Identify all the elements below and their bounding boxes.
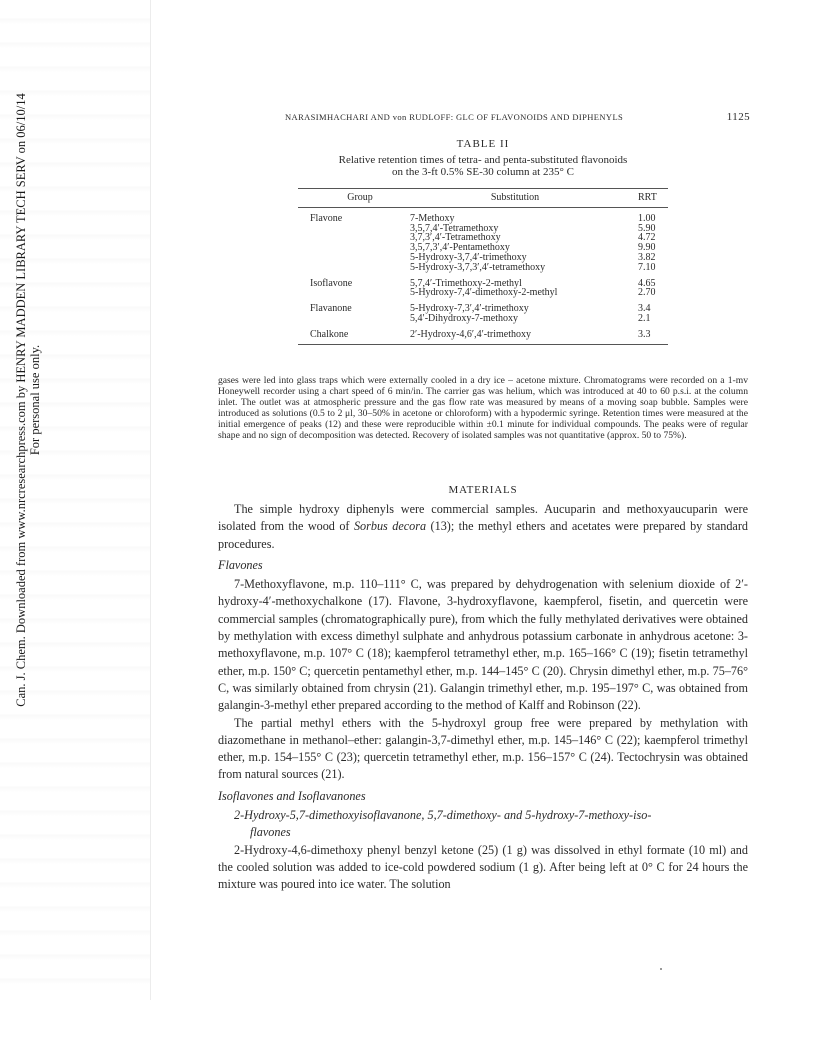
isoflavones-paragraph-1: 2-Hydroxy-4,6-dimethoxy phenyl benzyl ketone (25) (1 g) was dissolved in ethyl formate (10 ml) and the cooled solution was added to ice-cold powdered sodium (1 g). After being left at 0° C for 24 hours the mixture was poured into ice water. The solution [218,842,748,892]
rrt-cell: 4.72 [638,232,656,244]
header-rrt: RRT [620,189,668,208]
group-cell: Flavone [310,212,343,224]
table-row [298,263,668,273]
table-row [298,273,668,289]
materials-heading: MATERIALS [448,484,518,496]
group-cell: Chalkone [298,324,410,344]
header-substitution: Substitution [410,189,620,208]
rrt-cell: 3.82 [638,251,656,263]
table-label: TABLE II [456,138,510,150]
substitution-cell: 5-Hydroxy-3,7,4′-trimethoxy [410,251,527,263]
retention-time-table [298,188,668,345]
header-group: Group [298,189,410,208]
table-row [298,288,668,298]
isoflavones-subheading-line-1: 2-Hydroxy-5,7-dimethoxyisoflavanone, 5,7-dimethoxy- and 5-hydroxy-7-methoxy-iso- [234,808,652,823]
substitution-cell: 3,7,3′,4′-Tetramethoxy [410,232,501,244]
watermark-line-2: For personal use only. [28,344,42,456]
rrt-cell: 3.3 [620,324,668,344]
substitution-cell: 3,5,7,3′,4′-Pentamethoxy [410,242,510,254]
download-watermark [14,93,42,706]
methods-paragraph: gases were led into glass traps which were externally cooled in a dry ice – acetone mixture. Chromatograms were recorded on a 1-mv Honeywell recorder using a chart speed of 6 min/in. The carrier gas was helium, which was introduced at 40 to 60 p.s.i. at the column inlet. The outlet was at atmospheric pressure and the gas flow rate was measured by means of a moving soap bubble. Samples were introduced as solutions (0.5 to 2 μl, 30–50% in acetone or chloroform) with a hypodermic syringe. Retention times were measured at the initial emergence of peaks (12) and these were reproducible within ±0.1 minute for individual compounds. The peaks were of regular shape and no sign of decomposition was detected. Recovery of isolated samples was not quantitative (approx. 50 to 75%). [218,375,748,442]
table-caption-line-1: Relative retention times of tetra- and penta-substituted flavonoids [338,153,628,166]
substitution-cell: 5-Hydroxy-7,4′-dimethoxy-2-methyl [410,287,558,299]
flavones-paragraph-1: 7-Methoxyflavone, m.p. 110–111° C, was prepared by dehydrogenation with selenium dioxide of 2′-hydroxy-4′-methoxychalkone (17). Flavone, 3-hydroxyflavone, kaempferol, fisetin, and quercetin were commercial samples (chromatographically pure), from which the fully methylated derivatives were obtained by methylation with excess dimethyl sulphate and anhydrous potassium carbonate in anhydrous acetone: 3-methoxyflavone, m.p. 107° C (18); kaempferol tetramethyl ether, m.p. 165–166° C (19); fisetin tetramethyl ether, m.p. 150° C; quercetin pentamethyl ether, m.p. 144–145° C (20). Chrysin dimethyl ether, m.p. 75–76° C, was similarly obtained from chrysin (21). Galangin trimethyl ether, m.p. 195–197° C, was obtained from galangin-3-methyl ether prepared according to the method of Kalff and Robinson (22). [218,577,748,713]
isoflavones-subheading-line-2: flavones [250,825,291,840]
watermark-line-1: Can. J. Chem. Downloaded from www.nrcresearchpress.com by HENRY MADDEN LIBRARY TECH SERV on 06/10/14 [14,93,28,707]
substitution-cell: 2′-Hydroxy-4,6′,4′-trimethoxy [410,324,620,344]
isoflavones-heading: Isoflavones and Isoflavanones [218,788,366,803]
rrt-cell: 4.65 [638,277,656,289]
materials-paragraph: The simple hydroxy diphenyls were commercial samples. Aucuparin and methoxyaucuparin were isolated from the wood of Sorbus decora (13); the methyl ethers and acetates were prepared by standard procedures. [218,502,748,551]
rrt-cell: 5.90 [638,222,656,234]
rrt-cell: 1.00 [638,212,656,224]
flavones-heading: Flavones [218,557,263,572]
table-row [298,314,668,324]
table-caption-line-2: on the 3-ft 0.5% SE-30 column at 235° C [392,166,574,178]
substitution-cell: 5-Hydroxy-3,7,3′,4′-tetramethoxy [410,261,546,273]
table-caption [218,138,748,179]
rrt-cell: 2.1 [638,312,651,324]
running-title: NARASIMHACHARI AND von RUDLOFF: GLC OF FLAVONOIDS AND DIPHENYLS [285,112,624,122]
rrt-cell: 2.70 [638,287,656,299]
substitution-cell: 5,7,4′-Trimethoxy-2-methyl [410,277,522,289]
margin-rule [150,0,151,1000]
flavones-paragraph-2: The partial methyl ethers with the 5-hydroxyl group free were prepared by methylation with diazomethane in methanol–ether: galangin-3,7-dimethyl ether, m.p. 145–146° C (22); kaempferol trimethyl ether, m.p. 154–155° C (23); quercetin tetramethyl ether, m.p. 156–157° C (24). Tectochrysin was obtained from natural sources (21). [218,715,748,782]
species-name: Sorbus decora [353,519,427,534]
table-header-row [298,189,668,208]
substitution-cell: 5-Hydroxy-7,3′,4′-trimethoxy [410,303,529,315]
substitution-cell: 7-Methoxy [410,212,455,224]
main-text [218,501,748,894]
substitution-cell: 5,4′-Dihydroxy-7-methoxy [410,312,519,324]
group-cell: Flavanone [310,303,352,315]
group-cell: Isoflavone [310,277,353,289]
rrt-cell: 3.4 [638,303,651,315]
substitution-cell: 3,5,7,4′-Tetramethoxy [410,222,499,234]
table-row [298,207,668,223]
table-row [298,298,668,314]
rrt-cell: 7.10 [638,261,656,273]
scan-speck [660,968,662,970]
page-number: 1125 [726,111,750,123]
rrt-cell: 9.90 [638,242,656,254]
table-row [298,324,668,344]
